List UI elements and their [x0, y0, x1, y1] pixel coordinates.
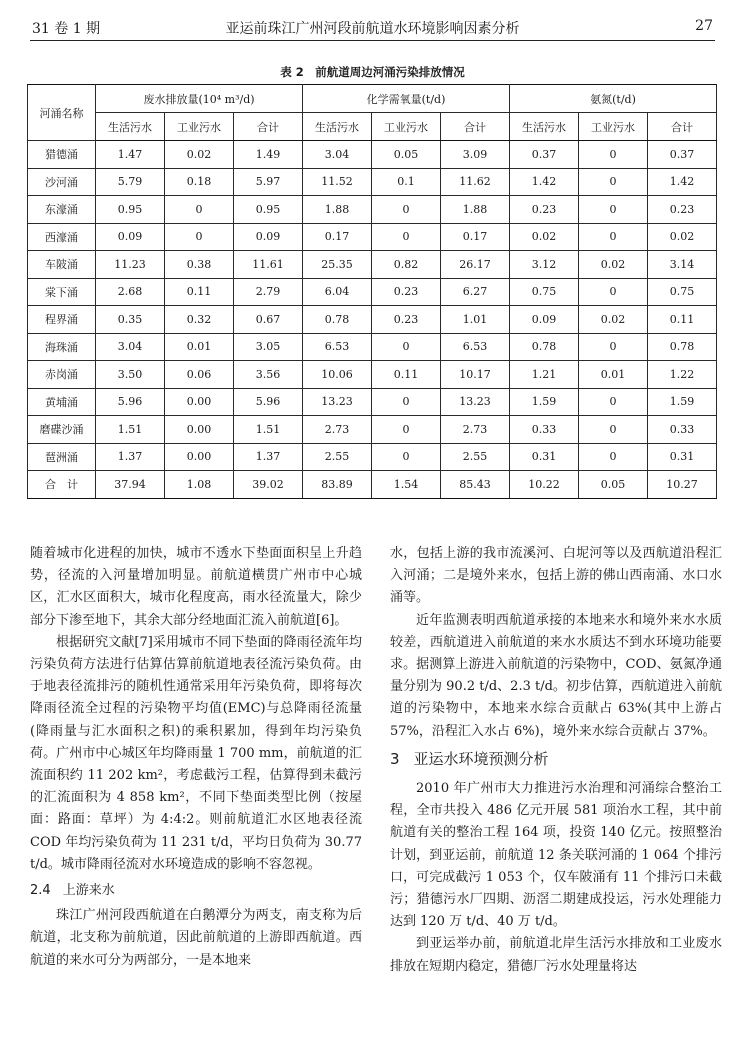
- value-cell: 10.22: [510, 471, 579, 499]
- river-name-cell: 棠下涌: [28, 278, 96, 306]
- value-cell: 0.37: [648, 141, 717, 169]
- value-cell: 0: [372, 196, 441, 224]
- value-cell: 0.78: [648, 333, 717, 361]
- paragraph: 根据研究文献[7]采用城市不同下垫面的降雨径流年均污染负荷方法进行估算估算前航道地表径流污染负荷。由于地表径流排污的随机性通常采用年污染负荷，即将每次降雨径流全过程的污染物平均值(EMC)与总降雨径流量(降雨量与汇水面积之积)的乘积累加，得到年均污染负荷。广州市中心城区年均降雨量 1 700 mm，前航道的汇流面积约 11 202 km²，考虑截污工程，估算得到未截污的汇流面积为 4 858 km²，不同下垫面类型比例（按屋面：路面：草坪）为 4:4:2。则前航道汇水区地表径流 COD 年均污染负荷为 11 231 t/d，平均日负荷为 30.77 t/d。城市降雨径流对水环境造成的影响不容忽视。: [30, 634, 362, 872]
- value-cell: 1.88: [441, 196, 510, 224]
- value-cell: 0.37: [510, 141, 579, 169]
- paragraph: 珠江广州河段西航道在白鹅潭分为两支，南支称为后航道，北支称为前航道，因此前航道的上游即西航道。西航道的来水可分为两部分，一是本地来: [30, 908, 362, 968]
- value-cell: 0: [579, 388, 648, 416]
- river-name-cell: 赤岗涌: [28, 361, 96, 389]
- value-cell: 0.11: [648, 306, 717, 334]
- value-cell: 1.42: [510, 168, 579, 196]
- section-title: 上游来水: [62, 883, 115, 899]
- value-cell: 0: [579, 141, 648, 169]
- subcolumn-header: 生活污水: [303, 113, 372, 141]
- value-cell: 3.56: [234, 361, 303, 389]
- river-name-header: 河涌名称: [28, 85, 96, 141]
- value-cell: 0: [579, 443, 648, 471]
- table-row: [28, 196, 717, 224]
- subcolumn-header: 生活污水: [96, 113, 165, 141]
- value-cell: 0.02: [579, 251, 648, 279]
- value-cell: 2.55: [303, 443, 372, 471]
- subcolumn-header: 生活污水: [510, 113, 579, 141]
- subcolumn-header: 合计: [648, 113, 717, 141]
- value-cell: 85.43: [441, 471, 510, 499]
- paragraph: 近年监测表明西航道承接的本地来水和境外来水水质较差，西航道进入前航道的来水水质达不到水环境功能要求。据测算上游进入前航道的污染物中，COD、氨氮净通量分别为 90.2 t/d、2.3 t/d。初步估算，西航道进入前航道的污染物中，本地来水综合贡献占 63%(其中上游占 57%，沿程汇入水占 6%)，境外来水综合贡献占 37%。: [390, 612, 722, 739]
- table-row: [28, 306, 717, 334]
- value-cell: 0.09: [96, 223, 165, 251]
- subcolumn-header: 工业污水: [165, 113, 234, 141]
- value-cell: 0.02: [510, 223, 579, 251]
- value-cell: 0.23: [648, 196, 717, 224]
- subcolumn-header: 合计: [234, 113, 303, 141]
- value-cell: 0.11: [165, 278, 234, 306]
- running-title: 亚运前珠江广州河段前航道水环境影响因素分析: [225, 21, 520, 37]
- value-cell: 1.08: [165, 471, 234, 499]
- value-cell: 0: [372, 443, 441, 471]
- value-cell: 0.00: [165, 388, 234, 416]
- value-cell: 0.02: [165, 141, 234, 169]
- value-cell: 11.52: [303, 168, 372, 196]
- value-cell: 0.33: [510, 416, 579, 444]
- river-name-cell: 程界涌: [28, 306, 96, 334]
- value-cell: 0: [579, 196, 648, 224]
- value-cell: 5.97: [234, 168, 303, 196]
- value-cell: 0.75: [510, 278, 579, 306]
- value-cell: 1.54: [372, 471, 441, 499]
- value-cell: 1.01: [441, 306, 510, 334]
- value-cell: 3.04: [96, 333, 165, 361]
- table-row: [28, 416, 717, 444]
- table-row: [28, 361, 717, 389]
- value-cell: 1.59: [510, 388, 579, 416]
- value-cell: 10.27: [648, 471, 717, 499]
- value-cell: 0.17: [303, 223, 372, 251]
- value-cell: 0.33: [648, 416, 717, 444]
- subheader-row: [28, 113, 717, 141]
- subcolumn-header: 合计: [441, 113, 510, 141]
- value-cell: 1.37: [96, 443, 165, 471]
- value-cell: 10.17: [441, 361, 510, 389]
- value-cell: 1.59: [648, 388, 717, 416]
- table-row: [28, 168, 717, 196]
- value-cell: 1.22: [648, 361, 717, 389]
- river-name-cell: 车陂涌: [28, 251, 96, 279]
- table-body: [28, 141, 717, 499]
- table-row: [28, 278, 717, 306]
- value-cell: 0.18: [165, 168, 234, 196]
- value-cell: 0.06: [165, 361, 234, 389]
- value-cell: 5.79: [96, 168, 165, 196]
- pollution-table: [27, 84, 717, 499]
- river-name-cell: 黄埔涌: [28, 388, 96, 416]
- value-cell: 0.32: [165, 306, 234, 334]
- page-header: [30, 14, 715, 41]
- value-cell: 0: [579, 333, 648, 361]
- value-cell: 3.09: [441, 141, 510, 169]
- value-cell: 1.37: [234, 443, 303, 471]
- section-number: 2.4: [30, 883, 51, 899]
- river-name-cell: 合 计: [28, 471, 96, 499]
- value-cell: 0.1: [372, 168, 441, 196]
- value-cell: 2.79: [234, 278, 303, 306]
- value-cell: 2.68: [96, 278, 165, 306]
- value-cell: 3.14: [648, 251, 717, 279]
- value-cell: 0.09: [510, 306, 579, 334]
- value-cell: 0: [372, 388, 441, 416]
- value-cell: 2.55: [441, 443, 510, 471]
- value-cell: 0.82: [372, 251, 441, 279]
- value-cell: 0.23: [510, 196, 579, 224]
- value-cell: 0.95: [234, 196, 303, 224]
- value-cell: 37.94: [96, 471, 165, 499]
- value-cell: 11.61: [234, 251, 303, 279]
- paragraph: 2010 年广州市大力推进污水治理和河涌综合整治工程，全市共投入 486 亿元开展 581 项治水工程，其中前航道有关的整治工程 164 项，投资 140 亿元。按照整治计划，到亚运前，前航道 12 条关联河涌的 1 064 个排污口，可完成截污 1 053 个，仅车陂涌有 11 个排污口未截污；猎德污水厂四期、沥滘二期建成投运，污水处理能力达到 120 万 t/d、40 万 t/d。: [390, 781, 722, 930]
- right-column: [390, 543, 722, 978]
- value-cell: 11.23: [96, 251, 165, 279]
- value-cell: 0.05: [372, 141, 441, 169]
- value-cell: 0.01: [165, 333, 234, 361]
- subcolumn-header: 工业污水: [372, 113, 441, 141]
- river-name-cell: 海珠涌: [28, 333, 96, 361]
- river-name-cell: 琶洲涌: [28, 443, 96, 471]
- river-name-cell: 猎德涌: [28, 141, 96, 169]
- value-cell: 6.53: [303, 333, 372, 361]
- value-cell: 25.35: [303, 251, 372, 279]
- value-cell: 0: [165, 223, 234, 251]
- value-cell: 5.96: [96, 388, 165, 416]
- paragraph: 随着城市化进程的加快，城市不透水下垫面面积呈上升趋势，径流的入河量增加明显。前航道横贯广州市中心城区，汇水区面积大，城市化程度高，雨水径流量大，除少部分下渗至地下，其余大部分经地面汇流入前航道[6]。: [30, 546, 362, 628]
- value-cell: 0: [372, 223, 441, 251]
- volume-issue: 31 卷 1 期: [32, 21, 101, 37]
- value-cell: 1.42: [648, 168, 717, 196]
- value-cell: 3.12: [510, 251, 579, 279]
- value-cell: 2.73: [303, 416, 372, 444]
- value-cell: 0.11: [372, 361, 441, 389]
- value-cell: 5.96: [234, 388, 303, 416]
- value-cell: 0.78: [303, 306, 372, 334]
- value-cell: 0: [579, 168, 648, 196]
- value-cell: 39.02: [234, 471, 303, 499]
- value-cell: 3.50: [96, 361, 165, 389]
- value-cell: 0.00: [165, 416, 234, 444]
- river-name-cell: 西濠涌: [28, 223, 96, 251]
- value-cell: 6.53: [441, 333, 510, 361]
- value-cell: 0.75: [648, 278, 717, 306]
- value-cell: 0.00: [165, 443, 234, 471]
- value-cell: 26.17: [441, 251, 510, 279]
- value-cell: 0.09: [234, 223, 303, 251]
- value-cell: 2.73: [441, 416, 510, 444]
- value-cell: 13.23: [303, 388, 372, 416]
- subcolumn-header: 工业污水: [579, 113, 648, 141]
- value-cell: 3.04: [303, 141, 372, 169]
- value-cell: 0.38: [165, 251, 234, 279]
- value-cell: 13.23: [441, 388, 510, 416]
- value-cell: 83.89: [303, 471, 372, 499]
- value-cell: 1.21: [510, 361, 579, 389]
- value-cell: 0.17: [441, 223, 510, 251]
- value-cell: 0.01: [579, 361, 648, 389]
- value-cell: 0: [372, 333, 441, 361]
- river-name-cell: 磨碟沙涌: [28, 416, 96, 444]
- table-caption: 表 2 前航道周边河涌污染排放情况: [280, 65, 465, 79]
- value-cell: 0.78: [510, 333, 579, 361]
- left-column: [30, 543, 362, 972]
- section-number: 3: [390, 749, 400, 768]
- value-cell: 1.51: [234, 416, 303, 444]
- section-heading: [30, 880, 362, 902]
- value-cell: 0.67: [234, 306, 303, 334]
- table-row: [28, 223, 717, 251]
- paragraph: 到亚运举办前，前航道北岸生活污水排放和工业废水排放在短期内稳定，猎德厂污水处理量将达: [390, 936, 722, 974]
- value-cell: 10.06: [303, 361, 372, 389]
- value-cell: 0.02: [579, 306, 648, 334]
- value-cell: 1.49: [234, 141, 303, 169]
- table-row: [28, 471, 717, 499]
- value-cell: 6.27: [441, 278, 510, 306]
- river-name-cell: 东濠涌: [28, 196, 96, 224]
- value-cell: 0.31: [510, 443, 579, 471]
- value-cell: 0: [579, 223, 648, 251]
- value-cell: 0: [579, 278, 648, 306]
- section-title: 亚运水环境预测分析: [413, 749, 549, 768]
- value-cell: 0.23: [372, 278, 441, 306]
- value-cell: 1.47: [96, 141, 165, 169]
- value-cell: 0.02: [648, 223, 717, 251]
- page-number: 27: [695, 18, 713, 34]
- table-row: [28, 388, 717, 416]
- value-cell: 0: [165, 196, 234, 224]
- value-cell: 3.05: [234, 333, 303, 361]
- value-cell: 11.62: [441, 168, 510, 196]
- value-cell: 0.95: [96, 196, 165, 224]
- group-header-cod: 化学需氧量(t/d): [303, 85, 510, 113]
- value-cell: 0.31: [648, 443, 717, 471]
- value-cell: 0: [579, 416, 648, 444]
- table-row: [28, 251, 717, 279]
- value-cell: 1.88: [303, 196, 372, 224]
- river-name-cell: 沙河涌: [28, 168, 96, 196]
- group-header-ammonia: 氨氮(t/d): [510, 85, 717, 113]
- table-row: [28, 443, 717, 471]
- value-cell: 6.04: [303, 278, 372, 306]
- table-row: [28, 141, 717, 169]
- paragraph: 水，包括上游的我市流溪河、白坭河等以及西航道沿程汇入河涌；二是境外来水，包括上游的佛山西南涌、水口水涌等。: [390, 546, 722, 606]
- section-heading: [390, 748, 722, 770]
- value-cell: 1.51: [96, 416, 165, 444]
- group-header-wastewater: 废水排放量(10⁴ m³/d): [96, 85, 303, 113]
- value-cell: 0.05: [579, 471, 648, 499]
- value-cell: 0: [372, 416, 441, 444]
- value-cell: 0.23: [372, 306, 441, 334]
- value-cell: 0.35: [96, 306, 165, 334]
- table-row: [28, 333, 717, 361]
